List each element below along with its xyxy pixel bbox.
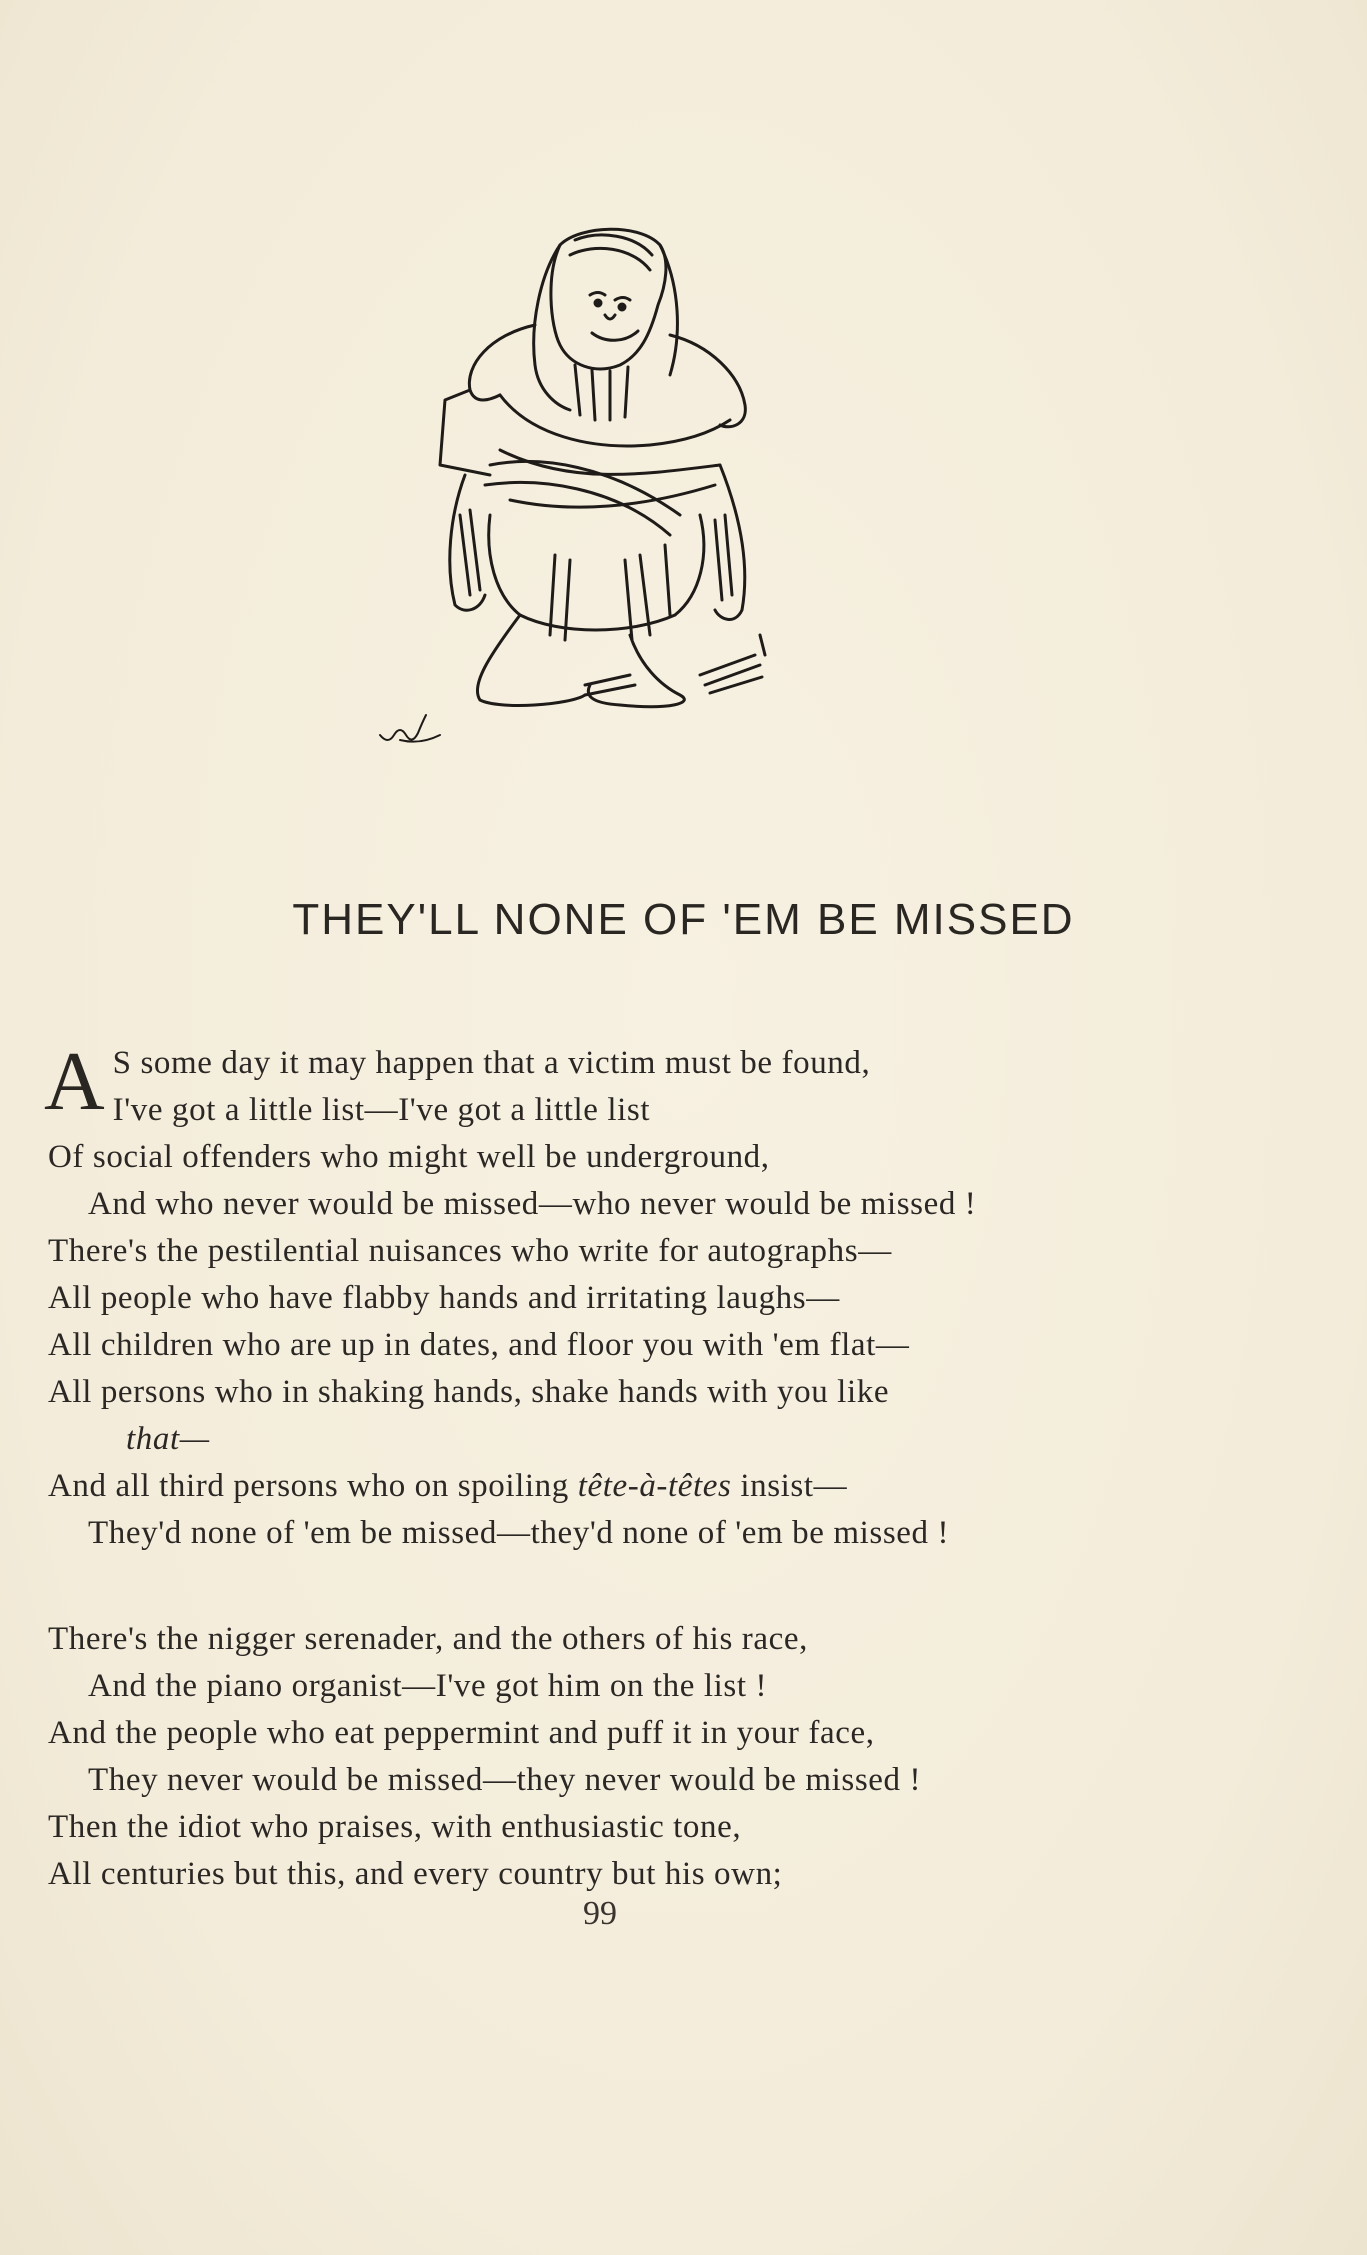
poem-line	[48, 1463, 1178, 1510]
stanza-2	[48, 1616, 1178, 1898]
poem-line: There's the nigger serenader, and the others of his race,	[48, 1621, 808, 1657]
poem-line: There's the pestilential nuisances who write for autographs—	[48, 1233, 892, 1269]
poem-line: And who never would be missed—who never would be missed !	[88, 1186, 977, 1222]
caricature-figure-icon	[370, 215, 830, 755]
poem-line-italic: tête-à-têtes	[577, 1468, 732, 1504]
poem-line: Of social offenders who might well be underground,	[48, 1139, 770, 1175]
poem-line: They never would be missed—they never would be missed !	[88, 1762, 922, 1798]
poem-line: I've got a little list—I've got a little list	[112, 1092, 651, 1128]
poem-line: And the people who eat peppermint and puff it in your face,	[48, 1715, 875, 1751]
poem-line-part: And all third persons who on spoiling	[48, 1468, 578, 1504]
poem-line: They'd none of 'em be missed—they'd none of 'em be missed !	[88, 1515, 950, 1551]
poem-title: THEY'LL NONE OF 'EM BE MISSED	[292, 895, 1075, 944]
poem-line: All persons who in shaking hands, shake hands with you like	[48, 1374, 890, 1410]
poem-line-part: insist—	[731, 1468, 848, 1504]
stanza-1	[44, 1035, 1178, 1557]
poem-line: All centuries but this, and every country but his own;	[48, 1856, 783, 1892]
drop-cap: A	[44, 1035, 105, 1128]
poem-line: And the piano organist—I've got him on the list !	[88, 1668, 768, 1704]
poem-line: All children who are up in dates, and floor you with 'em flat—	[48, 1327, 910, 1363]
poem-line: that—	[126, 1421, 210, 1457]
poem-line: S some day it may happen that a victim must be found,	[112, 1045, 871, 1081]
page-number: 99	[583, 1895, 617, 1932]
poem-line: Then the idiot who praises, with enthusiastic tone,	[48, 1809, 742, 1845]
poem-line: All people who have flabby hands and irritating laughs—	[48, 1280, 840, 1316]
poem-body	[44, 1035, 1178, 1898]
